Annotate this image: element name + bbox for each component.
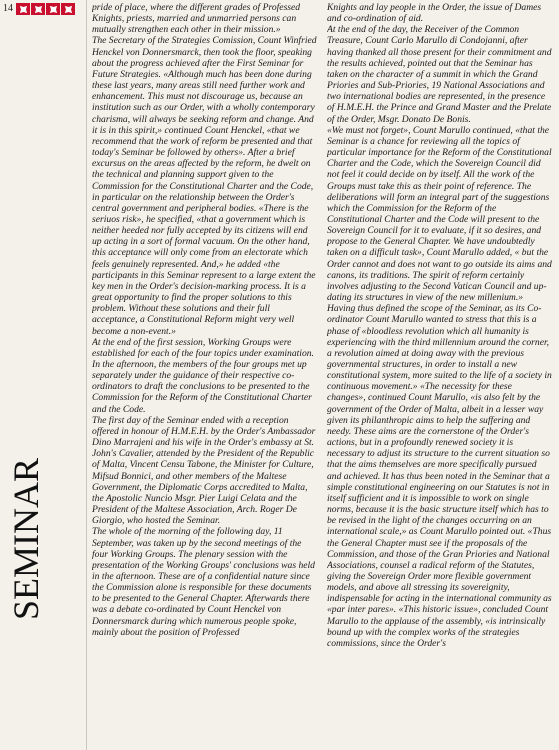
- maltese-cross-icon: [16, 3, 30, 15]
- maltese-cross-icon: [61, 3, 75, 15]
- maltese-cross-icon: [46, 3, 60, 15]
- paragraph: At the end of the first session, Working Groups were established for each of the four topics under examination. In the afternoon, the members of the four groups met up separately under the guidance of their respective co-ordinators to draft the conclusions to be presented to the Commission for the Reform of the Constitutional Charter and the Code.: [92, 336, 314, 415]
- maltese-cross-icon: [31, 3, 45, 15]
- paragraph: «We must not forget», Count Marullo continued, «that the Seminar is a chance for reviewing all the topics of particular importance for the Reform of the Constitutional Charter and the Code, which the Sovereign Council did not feel it could decide on by itself. All the work of the Groups must take this as their point of reference. The deliberations will form an integral part of the suggestions which the Commission for the Reform of the Constitutional Charter and the Code will present to the Sovereign Council for it to evaluate, if it so desires, and propose to the General Chapter. We have undoubtedly taken on a difficult task», Count Marullo added, « but the Order cannot and does not want to go outside its aims and canons, its traditions. The spirit of reform certainly involves adjusting to the Second Vatican Council and up-dating its structures in view of the new millenium.» Having thus defined the scope of the Seminar, as its Co-ordinator Count Marullo wanted to stress that this is a phase of «bloodless revolution which all humanity is experiencing with the third millennium around the corner, a revolution aimed at doing away with the previous governmental structures, in order to install a new constitutional system, more suited to the life of a society in continuous movement.» «The necessity for these changes», continued Count Marullo, «is also felt by the government of the Order of Malta, albeit in a lesser way given its philanthropic aims to help the suffering and needy. These aims are the cornerstone of the Order's actions, but in a profoundly renewed society it is necessary to adjust its structure to the current situation so that the aims themselves are more specifically pursued and achieved. It has thus been noted in the Seminar that a simple constitutional engineering on our Statutes is not in itself sufficient and it is impossible to work on single norms, because it is the basic structure itself which has to be revised in the light of the changes occurring on an international scale,» as Count Marullo pointed out. «Thus the General Chapter must see if the proposals of the Commission, and those of the Gran Priories and National Associations, counsel a radical reform of the Statutes, giving the Sovereign Order more flexible government models, and above all stressing its sovereignity, indispensable for acting in the international community as «par inter pares». «This historic issue», concluded Count Marullo to the applause of the assembly, «is intrinsically bound up with the complex works of the strategies commissions, since the Order's: [327, 124, 552, 649]
- margin-divider: [86, 0, 87, 750]
- page-number: 14: [3, 3, 13, 14]
- right-column: [327, 2, 552, 747]
- paragraph: The first day of the Seminar ended with a reception offered in honour of H.M.E.H. by the Order's Ambassador Dino Marrajeni and his wife in the Order's embassy at St. John's Cavalier, attended by the President of the Republic of Malta, Vincent Censu Tabone, the Minister for Culture, Mifsud Bonnici, and other members of the Maltese Government, the Diplomatic Corps accredited to Malta, the Apostolic Nuncio Msgr. Pier Luigi Celata and the President of the Maltese Association, Arch. Roger De Giorgio, who hosted the Seminar.: [92, 414, 316, 527]
- paragraph: The Secretary of the Strategies Comission, Count Winfried Henckel von Donnersmarck, then took the floor, speaking about the progress achieved after the First Seminar for Future Strategies. «Although much has been done during these last years, many areas still need further work and enhancement. This must not discourage us, because an institution such as our Order, with a wholly contemporary charisma, will always be seeking reform and change. And it is in this spirit,» continued Count Henckel, «that we recommend that the work of reform be presented and that today's Seminar be followed by others». After a brief excursus on the areas affected by the reform, he dwelt on the technical and planning support given to the Commission for the Constitutional Charter and the Code, in particular on the relationship between the Order's central government and peripheral bodies. «There is the seriuos risk», he specified, «that a government which is neither heeded nor fully accepted by its citizens will end up acting in a sort of formal vacuum. On the other hand, this acceptance will only come from an electorate which feels genuinely represented. And,» he added «the participants in this Seminar represent to a large extent the key men in the Order's decision-marking process. It is a great opportunity to find the proper solutions to this problem. Without these solutions and their full acceptance, a Constitutional Reform might very well become a non-event.»: [92, 35, 317, 337]
- paragraph: pride of place, where the different grades of Professed Knights, priests, married and unmarried persons can mutually strengthen each other in their mission.»: [92, 2, 301, 36]
- paragraph: The whole of the morning of the following day, 11 September, was taken up by the second meetings of the four Working Groups. The plenary session with the presentation of the Working Groups' conclusions was held in the afternoon. These are of a confidential nature since the Commission alone is responsible for these documents to be presented to the General Chapter. Afterwards there was a debate co-ordinated by Count Henckel von Donnersmarck during which numerous people spoke, mainly about the position of Professed: [92, 526, 315, 638]
- left-column: [92, 2, 317, 747]
- article-body: [92, 2, 552, 747]
- section-label: SEMINAR: [6, 457, 46, 620]
- paragraph: Knights and lay people in the Order, the issue of Dames and co-ordination of aid.: [327, 2, 542, 25]
- header-decoration: [16, 3, 75, 15]
- paragraph: At the end of the day, the Receiver of the Common Treasure, Count Carlo Marullo di Condojanni, after having thanked all those present for their commitment and the results achieved, pointed out that the Seminar has taken on the character of a summit in which the Grand Priories and Sub-Priories, 19 National Associations and two international bodies are represented, in the presence of H.M.E.H. the Prince and Grand Master and the Prelate of the Order, Msgr. Donato De Bonis.: [327, 24, 552, 125]
